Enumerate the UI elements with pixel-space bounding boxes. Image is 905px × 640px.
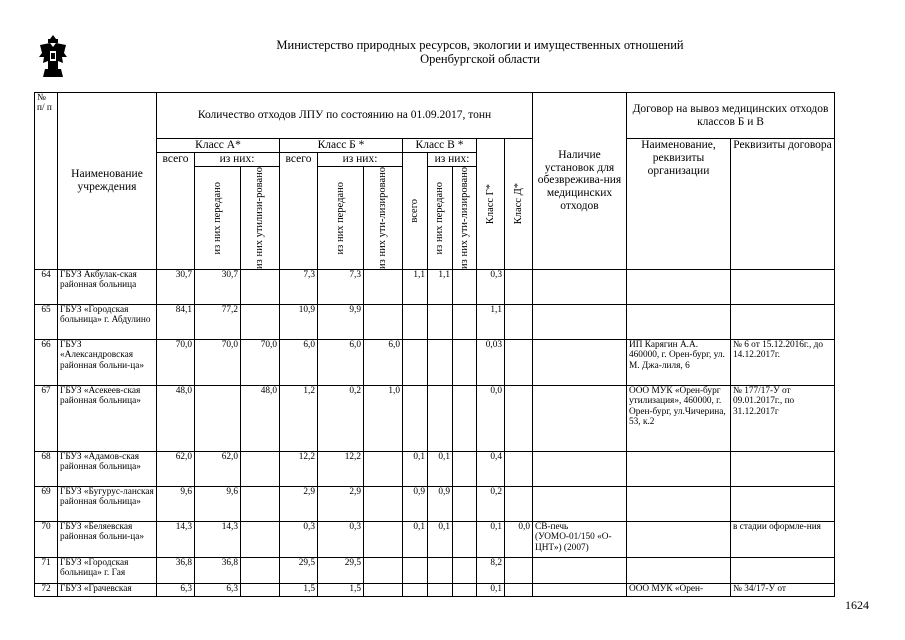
header-class-d: Класс Д* xyxy=(505,139,533,270)
header-b-total: всего xyxy=(280,153,318,270)
waste-table xyxy=(34,92,835,597)
header-b-of-them: из них: xyxy=(318,153,403,167)
header-b-utilized: из них ути-лизировано xyxy=(364,166,403,269)
table-row: 67 ГБУЗ «Асекеев-ская районная больница» 48,0 48,0 1,2 0,2 1,0 0,0 ООО МУК «Орен-бург утилизация», 460000, г. Орен-бург, ул.Чичерина, 53, к.2 № 177/17-У от 09.01.2017г., по 31.12.2017г xyxy=(35,385,835,451)
table-row: 68 ГБУЗ «Адамов-ская районная больница» 62,0 62,0 12,2 12,2 0,1 0,1 0,4 xyxy=(35,451,835,486)
table-row: 65 ГБУЗ «Городская больница» г. Абдулино 84,1 77,2 10,9 9,9 1,1 xyxy=(35,304,835,339)
header-a-total: всего xyxy=(157,153,195,270)
table-row: 70 ГБУЗ «Беляевская районная больни-ца» 14,3 14,3 0,3 0,3 0,1 0,1 0,1 0,0 СВ-печь (УОМО-01/150 «О-ЦНТ») (2007) в стадии оформле-ния xyxy=(35,521,835,557)
header-a-transferred: из них передано xyxy=(195,166,241,269)
ministry-name: Министерство природных ресурсов, экологии и имущественных отношений xyxy=(276,38,684,52)
header-name: Наименование учреждения xyxy=(58,93,157,270)
header-org-name: Наименование, реквизиты организации xyxy=(627,139,731,270)
header-class-v: Класс В * xyxy=(403,139,477,153)
header-class-a: Класс А* xyxy=(157,139,280,153)
header-contract-details: Реквизиты договора xyxy=(731,139,835,270)
header-v-utilized: из них ути-лизировано xyxy=(453,166,477,269)
region-name: Оренбургской области xyxy=(420,52,540,66)
header-a-of-them: из них: xyxy=(195,153,280,167)
table-row: 64 ГБУЗ Акбулак-ская районная больница 30,7 30,7 7,3 7,3 1,1 1,1 0,3 xyxy=(35,269,835,304)
header-class-g: Класс Г* xyxy=(477,139,505,270)
table-row: 72 ГБУЗ «Грачевская 6,3 6,3 1,5 1,5 0,1 ООО МУК «Орен- № 34/17-У от xyxy=(35,583,835,596)
coat-of-arms-icon xyxy=(36,33,70,79)
header-v-of-them: из них: xyxy=(428,153,477,167)
table-row: 71 ГБУЗ «Городская больница» г. Гая 36,8 36,8 29,5 29,5 8,2 xyxy=(35,557,835,583)
header-contract: Договор на вывоз медицинских отходов классов Б и В xyxy=(627,93,835,139)
header-quantity: Количество отходов ЛПУ по состоянию на 01.09.2017, тонн xyxy=(157,93,533,139)
header-num: № п/ п xyxy=(35,93,58,270)
table-row: 66 ГБУЗ «Александровская районная больни-ца» 70,0 70,0 70,0 6,0 6,0 6,0 0,03 ИП Карягин А.А. 460000, г. Орен-бург, ул. М. Джа-лиля, 6 № 6 от 15.12.2016г., до 14.12.2017г. xyxy=(35,339,835,385)
header-b-transferred: из них передано xyxy=(318,166,364,269)
page-number: 1624 xyxy=(845,598,869,612)
header-installations: Наличие установок для обезврежива-ния медицинских отходов xyxy=(533,93,627,270)
header-v-total: всего xyxy=(403,153,428,270)
table-row: 69 ГБУЗ «Бугурус-ланская районная больница» 9,6 9,6 2,9 2,9 0,9 0,9 0,2 xyxy=(35,486,835,521)
header-v-transferred: из них передано xyxy=(428,166,453,269)
header-class-b: Класс Б * xyxy=(280,139,403,153)
header-a-utilized: из них утилизи-ровано xyxy=(241,166,280,269)
